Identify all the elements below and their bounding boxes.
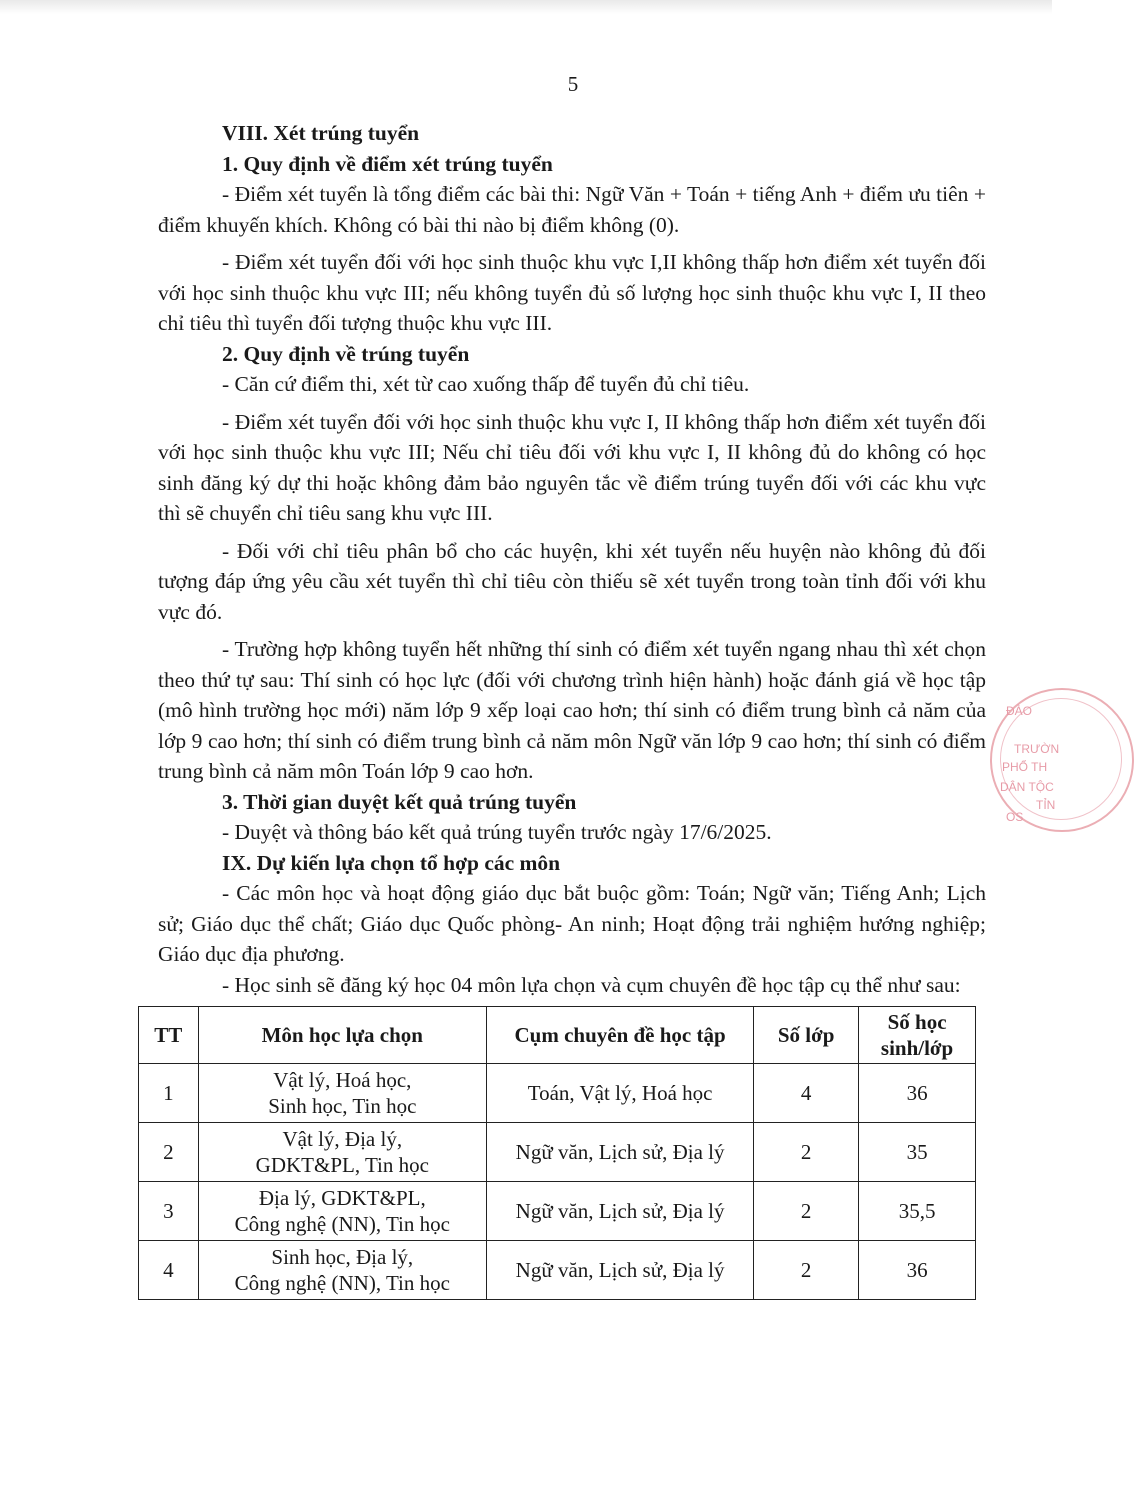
sub2-paragraph-1: - Căn cứ điểm thi, xét từ cao xuống thấp để tuyển đủ chỉ tiêu.: [222, 372, 750, 396]
cell-tt: 4: [139, 1241, 199, 1300]
sub2-title: 2. Quy định về trúng tuyển: [222, 341, 470, 366]
table-row: [139, 1123, 976, 1182]
header-so-lop: Số lớp: [754, 1007, 859, 1064]
cell-so-hs: 35: [859, 1123, 976, 1182]
subject-combination-table: [138, 1006, 976, 1300]
stamp-text-1: ĐÀO: [1006, 704, 1033, 718]
header-tt: TT: [139, 1007, 199, 1064]
sub1-title: 1. Quy định về điểm xét trúng tuyển: [222, 151, 553, 176]
section-ix-paragraph-2: - Học sinh sẽ đăng ký học 04 môn lựa chọn và cụm chuyên đề học tập cụ thể như sau:: [222, 972, 961, 997]
table-row: [139, 1241, 976, 1300]
section-ix-paragraph-1: - Các môn học và hoạt động giáo dục bắt buộc gồm: Toán; Ngữ văn; Tiếng Anh; Lịch sử; Giáo dục thể chất; Giáo dục Quốc phòng- An ninh; Hoạt động trải nghiệm hướng nghiệp; Giáo dục địa phương.: [158, 881, 986, 966]
cell-mon-hoc: [198, 1064, 486, 1123]
cell-so-lop: 2: [754, 1123, 859, 1182]
sub3-title: 3. Thời gian duyệt kết quả trúng tuyển: [222, 789, 577, 814]
mon-hoc-line-1: Vật lý, Hoá học,: [273, 1068, 412, 1092]
header-cum-chuyen-de: Cụm chuyên đề học tập: [486, 1007, 753, 1064]
header-so-hoc-sinh: Số học sinh/lớp: [859, 1007, 976, 1064]
official-seal-stamp: [990, 688, 1134, 832]
table-row: [139, 1182, 976, 1241]
cell-cum: Ngữ văn, Lịch sử, Địa lý: [486, 1182, 753, 1241]
cell-so-lop: 2: [754, 1182, 859, 1241]
cell-mon-hoc: [198, 1182, 486, 1241]
sub2-paragraph-4: - Trường hợp không tuyển hết những thí sinh có điểm xét tuyển ngang nhau thì xét chọn theo thứ tự sau: Thí sinh có học lực (đối với chương trình hiện hành) hoặc đánh giá về học tập (mô hình trường học mới) năm lớp 9 xếp loại cao hơn; thí sinh có điểm trung bình cả năm của lớp 9 cao hơn; thí sinh có điểm trung bình cả năm môn Ngữ văn lớp 9 cao hơn; thí sinh có điểm trung bình cả năm môn Toán lớp 9 cao hơn.: [158, 637, 986, 783]
mon-hoc-line-1: Địa lý, GDKT&PL,: [258, 1186, 426, 1210]
stamp-text-6: OS: [1006, 810, 1024, 824]
cell-so-hs: 36: [859, 1064, 976, 1123]
cell-so-hs: 36: [859, 1241, 976, 1300]
cell-cum: Toán, Vật lý, Hoá học: [486, 1064, 753, 1123]
cell-tt: 2: [139, 1123, 199, 1182]
cell-cum: Ngữ văn, Lịch sử, Địa lý: [486, 1123, 753, 1182]
mon-hoc-line-2: GDKT&PL, Tin học: [255, 1153, 429, 1177]
cell-tt: 3: [139, 1182, 199, 1241]
stamp-text-5: TỈN: [1036, 798, 1056, 812]
stamp-text-4: DÂN TỘC: [1000, 780, 1054, 794]
sub2-paragraph-2: - Điểm xét tuyển đối với học sinh thuộc khu vực I, II không thấp hơn điểm xét tuyển đối với học sinh thuộc khu vực III; Nếu chỉ tiêu đối với khu vực I, II không đủ do không có học sinh đăng ký dự thi hoặc không đảm bảo nguyên tắc về điểm trúng tuyển đối với các khu vực thì sẽ chuyển chỉ tiêu sang khu vực III.: [158, 409, 986, 525]
sub1-paragraph-1: - Điểm xét tuyển là tổng điểm các bài thi: Ngữ Văn + Toán + tiếng Anh + điểm ưu tiên + điểm khuyến khích. Không có bài thi nào bị điểm không (0).: [158, 182, 986, 237]
mon-hoc-line-1: Sinh học, Địa lý,: [271, 1245, 414, 1269]
cell-mon-hoc: [198, 1123, 486, 1182]
mon-hoc-line-2: Công nghệ (NN), Tin học: [234, 1271, 450, 1295]
mon-hoc-line-2: Sinh học, Tin học: [268, 1094, 417, 1118]
cell-so-lop: 4: [754, 1064, 859, 1123]
mon-hoc-line-1: Vật lý, Địa lý,: [282, 1127, 403, 1151]
cell-cum: Ngữ văn, Lịch sử, Địa lý: [486, 1241, 753, 1300]
section-ix-title: IX. Dự kiến lựa chọn tổ hợp các môn: [222, 850, 561, 875]
page-number: 5: [567, 72, 579, 96]
stamp-text-3: PHỔ TH: [1002, 760, 1048, 774]
sub1-paragraph-2: - Điểm xét tuyển đối với học sinh thuộc khu vực I,II không thấp hơn điểm xét tuyển đối với học sinh thuộc khu vực III; nếu không tuyển đủ số lượng học sinh thuộc khu vực I, II theo chỉ tiêu thì tuyển đối tượng thuộc khu vực III.: [158, 250, 986, 335]
document-body: [154, 118, 986, 1300]
header-mon-hoc: Môn học lựa chọn: [198, 1007, 486, 1064]
section-viii-title: VIII. Xét trúng tuyển: [222, 121, 420, 145]
cell-tt: 1: [139, 1064, 199, 1123]
scan-edge-shadow: [0, 0, 1052, 14]
table-header-row: [139, 1007, 976, 1064]
sub3-paragraph-1: - Duyệt và thông báo kết quả trúng tuyển trước ngày 17/6/2025.: [222, 820, 772, 844]
mon-hoc-line-2: Công nghệ (NN), Tin học: [234, 1212, 450, 1236]
cell-mon-hoc: [198, 1241, 486, 1300]
cell-so-hs: 35,5: [859, 1182, 976, 1241]
stamp-text-2: TRƯỜN: [1014, 742, 1060, 756]
sub2-paragraph-3: - Đối với chỉ tiêu phân bổ cho các huyện, khi xét tuyển nếu huyện nào không đủ đối tượng đáp ứng yêu cầu xét tuyển thì chỉ tiêu còn thiếu sẽ xét tuyển trong toàn tỉnh đối với khu vực đó.: [158, 538, 986, 624]
table-row: [139, 1064, 976, 1123]
cell-so-lop: 2: [754, 1241, 859, 1300]
